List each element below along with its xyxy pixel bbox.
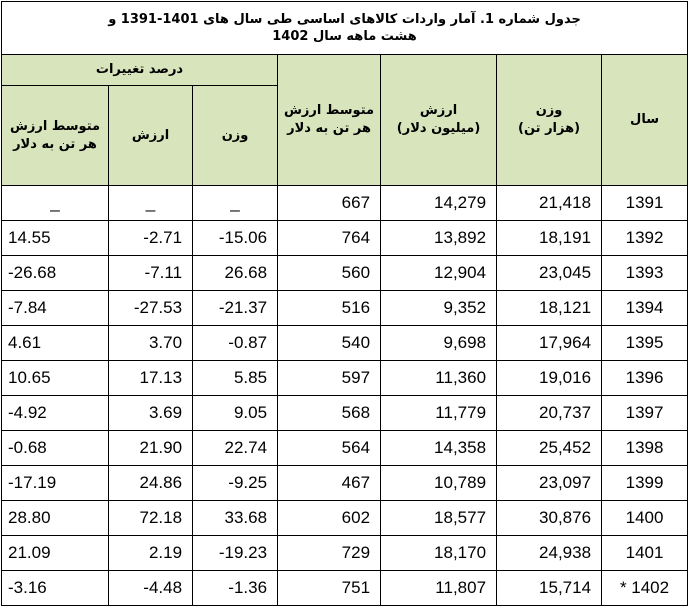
cell-year: 1392 bbox=[602, 221, 688, 256]
table-row bbox=[2, 466, 688, 501]
table-row bbox=[2, 571, 688, 606]
cell-chg-weight: -21.37 bbox=[193, 291, 278, 326]
table-title-line1: جدول شماره 1. آمار واردات کالاهای اساسی طی سال های 1401-1391 و bbox=[108, 12, 581, 27]
cell-avg: 597 bbox=[278, 361, 381, 396]
cell-avg: 540 bbox=[278, 326, 381, 361]
cell-chg-value: 21.90 bbox=[109, 431, 193, 466]
cell-year: 1394 bbox=[602, 291, 688, 326]
cell-avg: 467 bbox=[278, 466, 381, 501]
cell-avg: 560 bbox=[278, 256, 381, 291]
cell-chg-weight: _ bbox=[193, 186, 278, 221]
header-year: سال bbox=[602, 55, 688, 186]
cell-avg: 568 bbox=[278, 396, 381, 431]
cell-chg-avg: 10.65 bbox=[2, 361, 109, 396]
cell-chg-avg: -4.92 bbox=[2, 396, 109, 431]
cell-chg-value: -2.71 bbox=[109, 221, 193, 256]
table-title bbox=[2, 2, 688, 55]
cell-value: 14,279 bbox=[381, 186, 497, 221]
table-row bbox=[2, 536, 688, 571]
cell-year: 1401 bbox=[602, 536, 688, 571]
cell-avg: 667 bbox=[278, 186, 381, 221]
cell-value: 10,789 bbox=[381, 466, 497, 501]
cell-avg: 602 bbox=[278, 501, 381, 536]
cell-weight: 18,121 bbox=[497, 291, 602, 326]
cell-avg: 764 bbox=[278, 221, 381, 256]
table-row bbox=[2, 396, 688, 431]
cell-year: * 1402 bbox=[602, 571, 688, 606]
cell-chg-avg: 14.55 bbox=[2, 221, 109, 256]
cell-chg-weight: -1.36 bbox=[193, 571, 278, 606]
cell-chg-weight: 9.05 bbox=[193, 396, 278, 431]
cell-avg: 751 bbox=[278, 571, 381, 606]
cell-value: 11,807 bbox=[381, 571, 497, 606]
cell-chg-avg: -17.19 bbox=[2, 466, 109, 501]
cell-chg-weight: 5.85 bbox=[193, 361, 278, 396]
cell-chg-value: _ bbox=[109, 186, 193, 221]
table-row bbox=[2, 221, 688, 256]
cell-chg-value: -4.48 bbox=[109, 571, 193, 606]
cell-avg: 729 bbox=[278, 536, 381, 571]
header-change-avg: متوسط ارزش هر تن به دلار bbox=[2, 86, 109, 186]
cell-year: 1398 bbox=[602, 431, 688, 466]
cell-value: 13,892 bbox=[381, 221, 497, 256]
cell-year: 1399 bbox=[602, 466, 688, 501]
table-body bbox=[2, 186, 688, 606]
header-change-percent-group: درصد تغییرات bbox=[2, 55, 278, 86]
cell-value: 14,358 bbox=[381, 431, 497, 466]
cell-chg-avg: -26.68 bbox=[2, 256, 109, 291]
cell-weight: 24,938 bbox=[497, 536, 602, 571]
header-weight: وزن (هزار تن) bbox=[497, 55, 602, 186]
cell-chg-weight: 33.68 bbox=[193, 501, 278, 536]
cell-value: 11,360 bbox=[381, 361, 497, 396]
cell-weight: 15,714 bbox=[497, 571, 602, 606]
cell-chg-avg: -0.68 bbox=[2, 431, 109, 466]
table-row bbox=[2, 186, 688, 221]
cell-year: 1397 bbox=[602, 396, 688, 431]
cell-weight: 17,964 bbox=[497, 326, 602, 361]
cell-value: 18,577 bbox=[381, 501, 497, 536]
table-row bbox=[2, 361, 688, 396]
cell-weight: 19,016 bbox=[497, 361, 602, 396]
cell-weight: 23,045 bbox=[497, 256, 602, 291]
cell-weight: 23,097 bbox=[497, 466, 602, 501]
cell-year: 1391 bbox=[602, 186, 688, 221]
cell-chg-value: -27.53 bbox=[109, 291, 193, 326]
cell-weight: 30,876 bbox=[497, 501, 602, 536]
cell-weight: 25,452 bbox=[497, 431, 602, 466]
cell-year: 1395 bbox=[602, 326, 688, 361]
cell-chg-avg: 21.09 bbox=[2, 536, 109, 571]
cell-chg-avg: 4.61 bbox=[2, 326, 109, 361]
cell-chg-weight: -0.87 bbox=[193, 326, 278, 361]
table-row bbox=[2, 501, 688, 536]
cell-chg-value: 17.13 bbox=[109, 361, 193, 396]
cell-chg-weight: 26.68 bbox=[193, 256, 278, 291]
cell-weight: 18,191 bbox=[497, 221, 602, 256]
cell-weight: 20,737 bbox=[497, 396, 602, 431]
header-change-value: ارزش bbox=[109, 86, 193, 186]
header-value: ارزش (میلیون دلار) bbox=[381, 55, 497, 186]
table-row bbox=[2, 291, 688, 326]
cell-chg-weight: 22.74 bbox=[193, 431, 278, 466]
cell-chg-avg: -7.84 bbox=[2, 291, 109, 326]
cell-value: 12,904 bbox=[381, 256, 497, 291]
cell-value: 9,698 bbox=[381, 326, 497, 361]
cell-chg-weight: -9.25 bbox=[193, 466, 278, 501]
cell-chg-value: 3.70 bbox=[109, 326, 193, 361]
cell-chg-avg: -3.16 bbox=[2, 571, 109, 606]
cell-chg-value: 3.69 bbox=[109, 396, 193, 431]
cell-weight: 21,418 bbox=[497, 186, 602, 221]
import-stats-table bbox=[1, 1, 688, 606]
cell-avg: 564 bbox=[278, 431, 381, 466]
cell-chg-value: 72.18 bbox=[109, 501, 193, 536]
cell-chg-weight: -19.23 bbox=[193, 536, 278, 571]
cell-chg-value: 24.86 bbox=[109, 466, 193, 501]
cell-value: 9,352 bbox=[381, 291, 497, 326]
header-avg-value: متوسط ارزش هر تن به دلار bbox=[278, 55, 381, 186]
cell-year: 1393 bbox=[602, 256, 688, 291]
header-change-weight: وزن bbox=[193, 86, 278, 186]
cell-avg: 516 bbox=[278, 291, 381, 326]
table-title-line2: هشت ماهه سال 1402 bbox=[272, 29, 417, 44]
cell-chg-weight: -15.06 bbox=[193, 221, 278, 256]
table-row bbox=[2, 326, 688, 361]
table-row bbox=[2, 431, 688, 466]
cell-chg-value: -7.11 bbox=[109, 256, 193, 291]
cell-chg-value: 2.19 bbox=[109, 536, 193, 571]
cell-value: 11,779 bbox=[381, 396, 497, 431]
cell-value: 18,170 bbox=[381, 536, 497, 571]
cell-chg-avg: _ bbox=[2, 186, 109, 221]
cell-chg-avg: 28.80 bbox=[2, 501, 109, 536]
table-row bbox=[2, 256, 688, 291]
cell-year: 1400 bbox=[602, 501, 688, 536]
cell-year: 1396 bbox=[602, 361, 688, 396]
